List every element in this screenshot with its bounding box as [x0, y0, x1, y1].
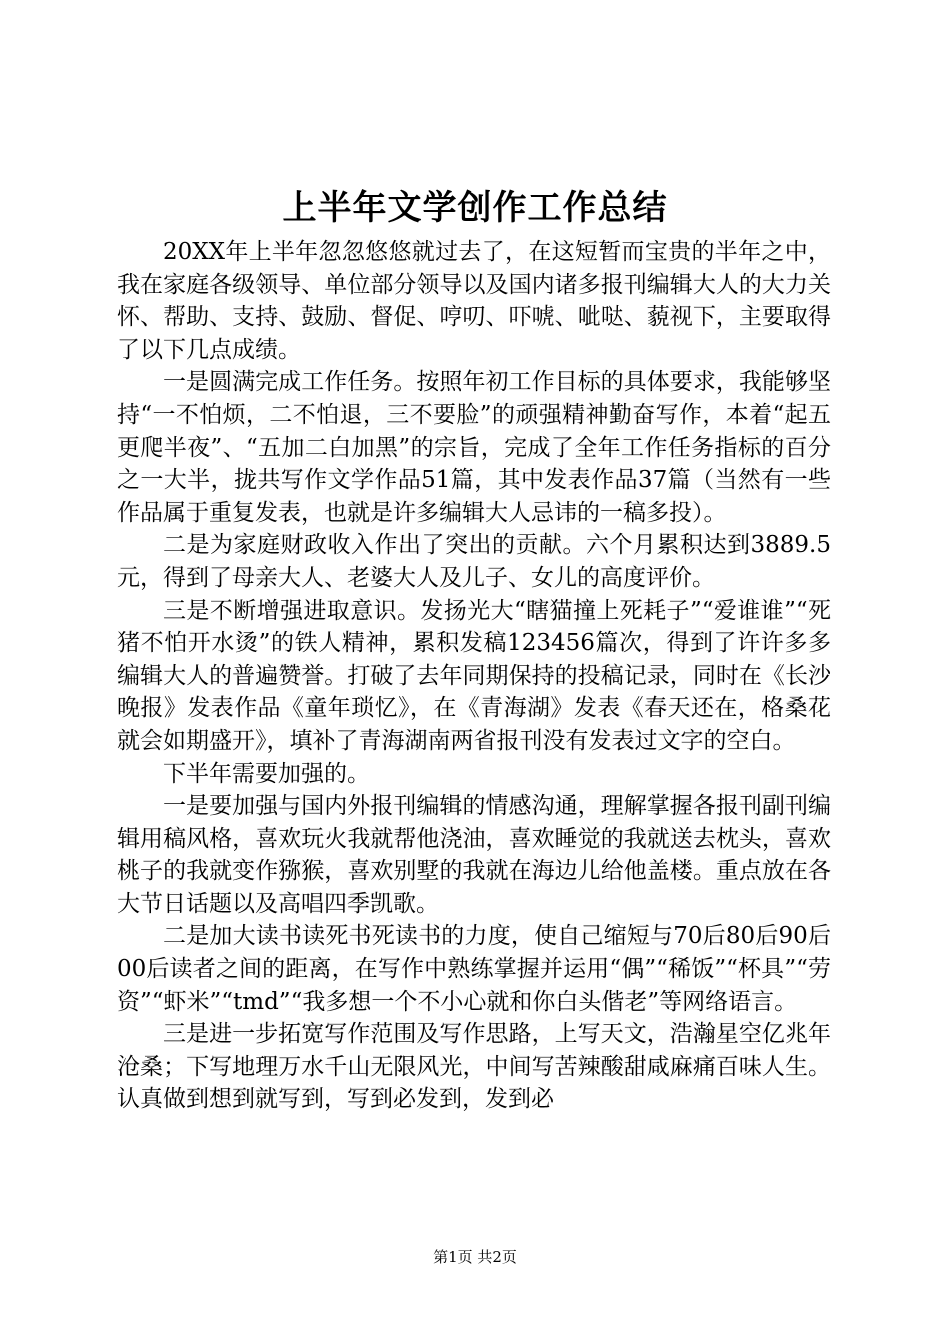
document-title: 上半年文学创作工作总结: [282, 188, 668, 228]
paragraph-plan-3: 三是进一步拓宽写作范围及写作思路，上写天文，浩瀚星空亿兆年沧桑；下写地理万水千山无限风光，中间写苦辣酸甜咸麻痛百味人生。认真做到想到就写到，写到必发到，发到必: [117, 1021, 831, 1113]
paragraph-intro: 20XX年上半年忽忽悠悠就过去了，在这短暂而宝贵的半年之中，我在家庭各级领导、单位部分领导以及国内诸多报刊编辑大人的大力关怀、帮助、支持、鼓励、督促、哼叨、吓唬、呲哒、藐视下，主要取得了以下几点成绩。: [117, 239, 831, 363]
paragraph-achievement-3: 三是不断增强进取意识。发扬光大“瞎猫撞上死耗子”“爱谁谁”“死猪不怕开水烫”的铁人精神，累积发稿123456篇次，得到了许许多多编辑大人的普遍赞誉。打破了去年同期保持的投稿记录，同时在《长沙晚报》发表作品《童年琐忆》，在《青海湖》发表《春天还在，格桑花就会如期盛开》，填补了青海湖南两省报刊没有发表过文字的空白。: [117, 597, 831, 754]
document-body: [117, 236, 831, 1116]
paragraph-second-half-heading: 下半年需要加强的。: [163, 760, 370, 787]
paragraph-plan-2: 二是加大读书读死书死读书的力度，使自己缩短与70后80后90后00后读者之间的距离，在写作中熟练掌握并运用“偶”“稀饭”“杯具”“劳资”“虾米”“tmd”“我多想一个不小心就和你白头偕老”等网络语言。: [117, 923, 831, 1015]
paragraph-achievement-1: 一是圆满完成工作任务。按照年初工作目标的具体要求，我能够坚持“一不怕烦，二不怕退，三不要脸”的顽强精神勤奋写作，本着“起五更爬半夜”、“五加二白加黑”的宗旨，完成了全年工作任务指标的百分之一大半，拢共写作文学作品51篇，其中发表作品37篇（当然有一些作品属于重复发表，也就是许多编辑大人忌讳的一稿多投）。: [117, 369, 831, 526]
paragraph-plan-1: 一是要加强与国内外报刊编辑的情感沟通，理解掌握各报刊副刊编辑用稿风格，喜欢玩火我就帮他浇油，喜欢睡觉的我就送去枕头，喜欢桃子的我就变作猕猴，喜欢别墅的我就在海边儿给他盖楼。重点放在各大节日话题以及高唱四季凯歌。: [117, 793, 831, 917]
page-number-footer: 第1页 共2页: [433, 1248, 517, 1266]
paragraph-achievement-2: 二是为家庭财政收入作出了突出的贡献。六个月累积达到3889.5元，得到了母亲大人、老婆大人及儿子、女儿的高度评价。: [117, 532, 831, 591]
